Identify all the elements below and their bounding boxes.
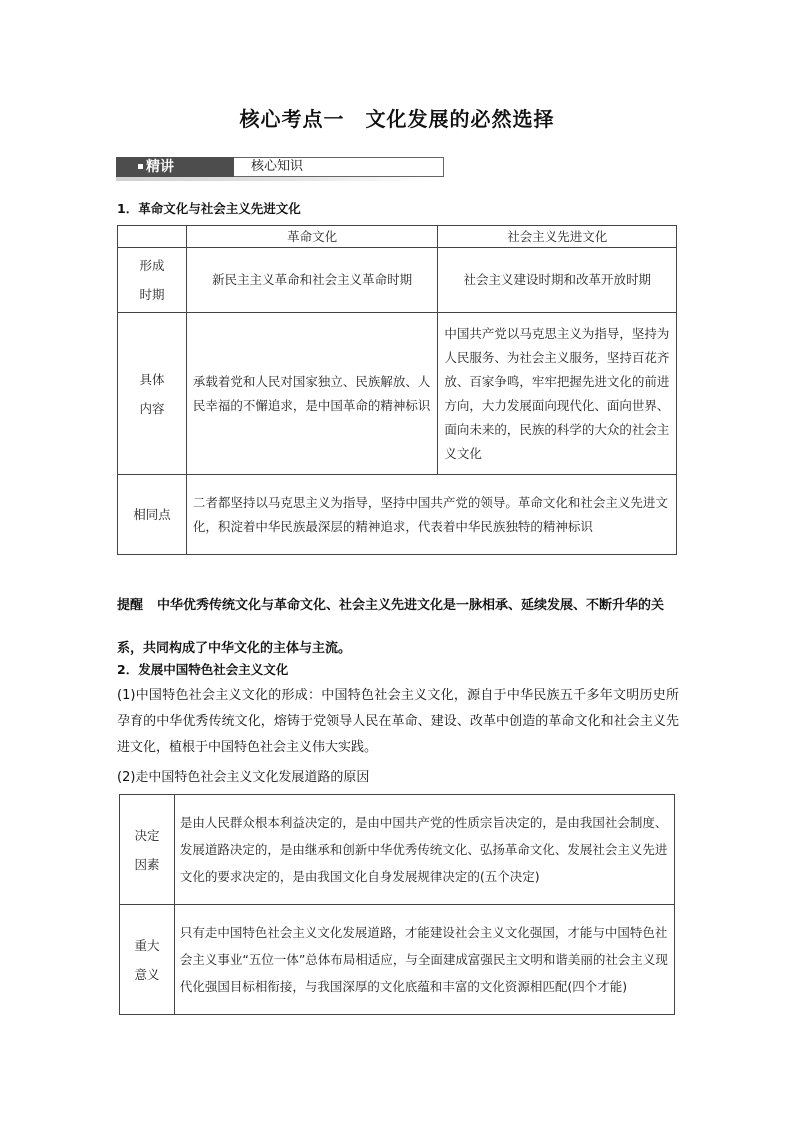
table-header-row bbox=[118, 226, 677, 248]
row-header-common: 相同点 bbox=[118, 475, 187, 555]
col-header-socialist-culture: 社会主义先进文化 bbox=[438, 226, 677, 248]
formation-paragraph: (1)中国特色社会主义文化的形成：中国特色社会主义文化，源自于中华民族五千多年文明历史所孕育的中华优秀传统文化，熔铸于党领导人民在革命、建设、改革中创造的革命文化和社会主义先进文化，植根于中国特色社会主义伟大实践。 bbox=[117, 688, 679, 755]
row-header-determinants: 决定 因素 bbox=[120, 795, 175, 905]
table-corner-cell bbox=[118, 226, 187, 248]
banner-light-tab bbox=[234, 157, 444, 177]
table-row bbox=[120, 905, 675, 1015]
section2-heading: 2．发展中国特色社会主义文化 bbox=[117, 662, 289, 677]
row-header-content: 具体 内容 bbox=[118, 313, 187, 475]
banner-dark-tab bbox=[116, 157, 234, 177]
row-header-period: 形成 时期 bbox=[118, 248, 187, 313]
banner-light-label: 核心知识 bbox=[251, 159, 304, 174]
reasons-table bbox=[119, 794, 675, 1015]
col-header-revolutionary-culture: 革命文化 bbox=[186, 226, 438, 248]
square-bullet-icon bbox=[138, 164, 143, 169]
tip-label: 提醒 bbox=[117, 598, 144, 613]
banner-dark-label: 精讲 bbox=[146, 159, 174, 175]
table-cell: 是由人民群众根本利益决定的，是由中国共产党的性质宗旨决定的，是由我国社会制度、发展道路决定的，是由继承和创新中华优秀传统文化、弘扬革命文化、发展社会主义先进文化的要求决定的，是由我国文化自身发展规律决定的(五个决定) bbox=[174, 795, 674, 905]
table-row bbox=[120, 795, 675, 905]
page-title: 核心考点一 文化发展的必然选择 bbox=[239, 107, 555, 131]
table-cell: 中国共产党以马克思主义为指导，坚持为人民服务、为社会主义服务，坚持百花齐放、百家争鸣，牢牢把握先进文化的前进方向，大力发展面向现代化、面向世界、面向未来的，民族的科学的大众的社会主义文化 bbox=[438, 313, 677, 475]
table-row bbox=[118, 475, 677, 555]
tip-text: 中华优秀传统文化与革命文化、社会主义先进文化是一脉相承、延续发展、不断升华的关系，共同构成了中华文化的主体与主流。 bbox=[117, 598, 665, 656]
table-cell: 只有走中国特色社会主义文化发展道路，才能建设社会主义文化强国，才能与中国特色社会主义事业“五位一体”总体布局相适应，与全面建成富强民主文明和谐美丽的社会主义现代化强国目标相衔接，与我国深厚的文化底蕴和丰富的文化资源相匹配(四个才能) bbox=[174, 905, 674, 1015]
table-row bbox=[118, 313, 677, 475]
section1-heading: 1．革命文化与社会主义先进文化 bbox=[117, 201, 301, 216]
row-header-significance: 重大 意义 bbox=[120, 905, 175, 1015]
table-cell: 承载着党和人民对国家独立、民族解放、人民幸福的不懈追求，是中国革命的精神标识 bbox=[186, 313, 438, 475]
table-row bbox=[118, 248, 677, 313]
table-cell-merged: 二者都坚持以马克思主义为指导，坚持中国共产党的领导。革命文化和社会主义先进文化，积淀着中华民族最深层的精神追求，代表着中华民族独特的精神标识 bbox=[186, 475, 676, 555]
tip-paragraph bbox=[117, 584, 677, 670]
reasons-heading: (2)走中国特色社会主义文化发展道路的原因 bbox=[117, 770, 370, 785]
culture-comparison-table bbox=[117, 225, 677, 555]
table-cell: 社会主义建设时期和改革开放时期 bbox=[438, 248, 677, 313]
section-banner bbox=[116, 157, 432, 181]
table-cell: 新民主主义革命和社会主义革命时期 bbox=[186, 248, 438, 313]
